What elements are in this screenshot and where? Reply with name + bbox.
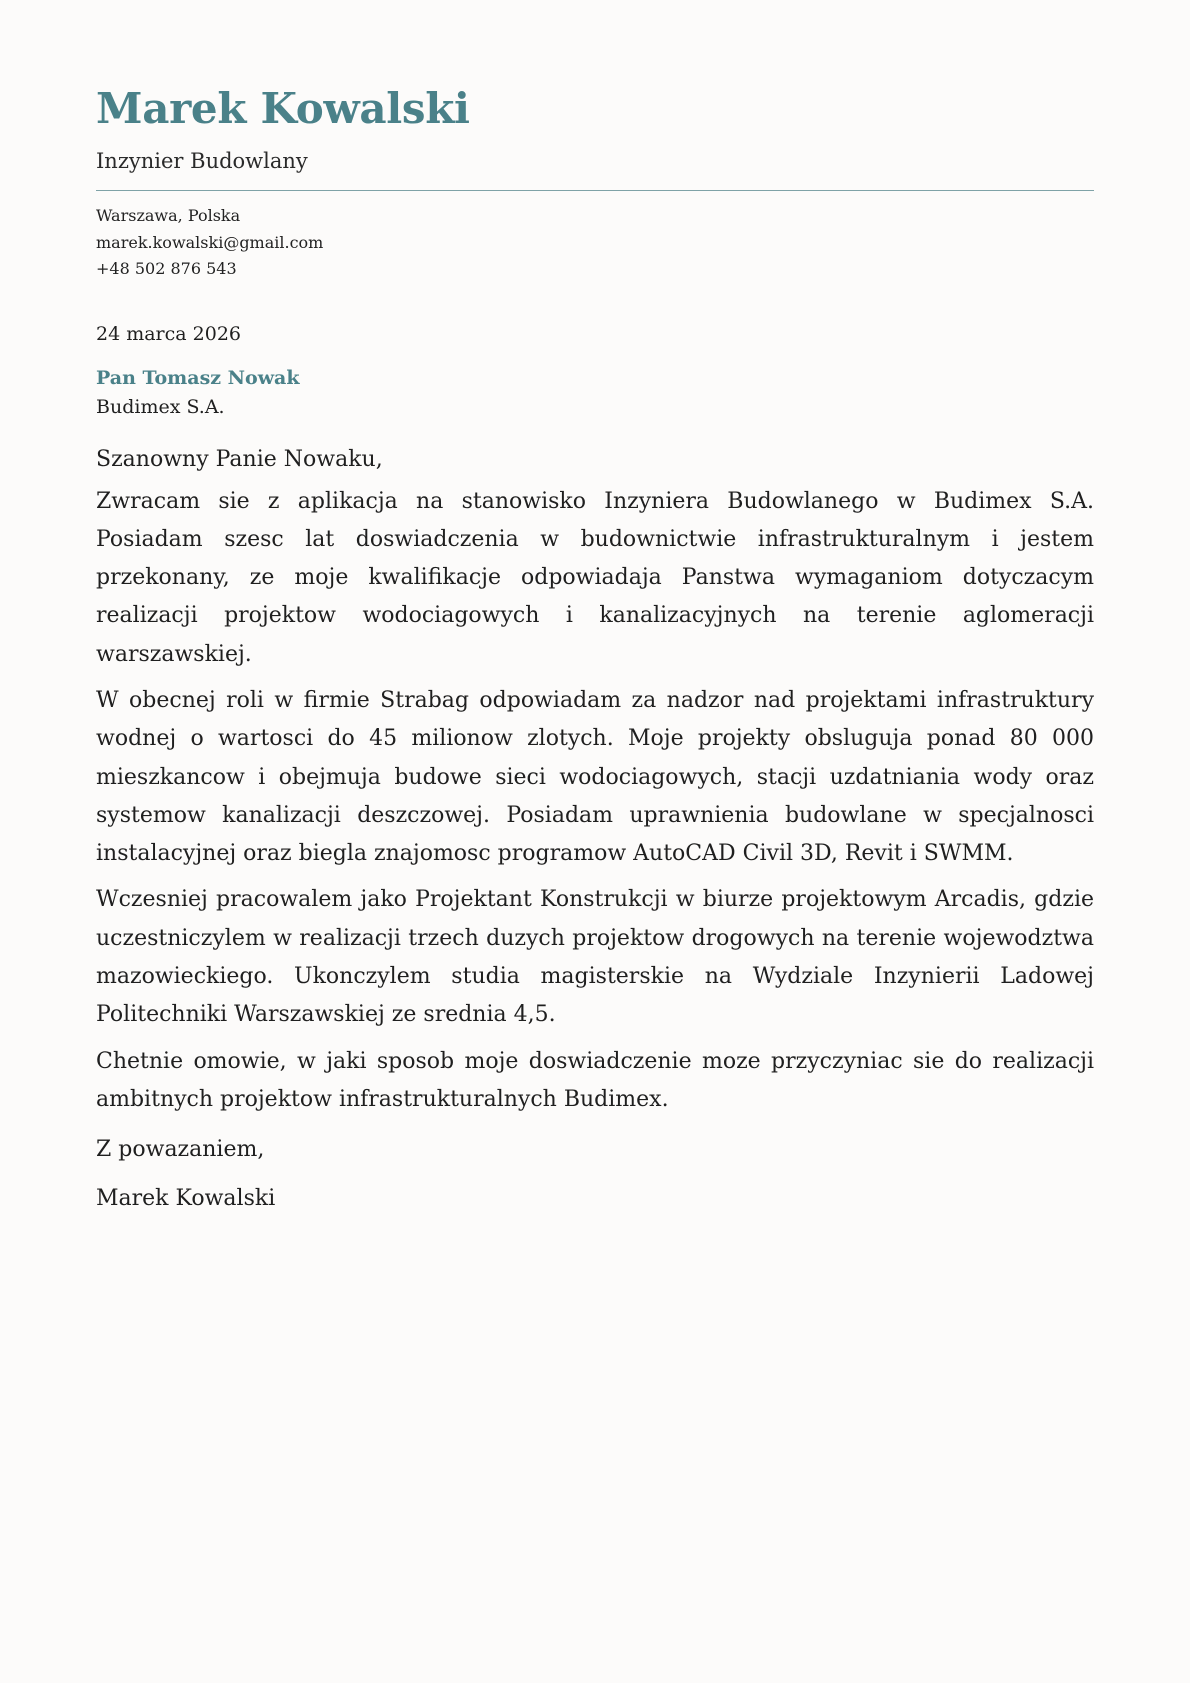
contact-block (96, 203, 1094, 283)
letter-body (96, 483, 1094, 1120)
sender-name: Marek Kowalski (96, 84, 470, 133)
recipient-block (96, 364, 1094, 422)
contact-email: marek.kowalski@gmail.com (96, 232, 324, 252)
salutation: Szanowny Panie Nowaku, (96, 446, 383, 472)
signature: Marek Kowalski (96, 1186, 276, 1212)
body-paragraph-2: W obecnej roli w firmie Strabag odpowiadam za nadzor nad projektami infrastruktury wodnej o wartosci do 45 milionow zlotych. Moje projekty obsluguja ponad 80 000 mieszkancow i obejmuja budowe sieci wodociagowych, stacji uzdatniania wody oraz systemow kanalizacji deszczowej. Posiadam uprawnienia budowlane w specjalnosci instalacyjnej oraz biegla znajomosc programow AutoCAD Civil 3D, Revit i SWMM. (96, 687, 1094, 867)
contact-location: Warszawa, Polska (96, 206, 241, 225)
closing: Z powazaniem, (96, 1137, 265, 1163)
sender-job-title: Inzynier Budowlany (96, 146, 1094, 191)
body-paragraph-1: Zwracam sie z aplikacja na stanowisko Inzyniera Budowlanego w Budimex S.A. Posiadam szesc lat doswiadczenia w budownictwie infrastrukturalnym i jestem przekonany, ze moje kwalifikacje odpowiadaja Panstwa wymaganiom dotyczacym realizacji projektow wodociagowych i kanalizacyjnych na terenie aglomeracji warszawskiej. (96, 488, 1094, 667)
contact-phone: +48 502 876 543 (96, 259, 237, 278)
letter-header (96, 78, 1094, 191)
recipient-name: Pan Tomasz Nowak (96, 366, 300, 389)
body-paragraph-3: Wczesniej pracowalem jako Projektant Konstrukcji w biurze projektowym Arcadis, gdzie uczestniczylem w realizacji trzech duzych projektow drogowych na terenie wojewodztwa mazowieckiego. Ukonczylem studia magisterskie na Wydziale Inzynierii Ladowej Politechniki Warszawskiej ze srednia 4,5. (96, 887, 1094, 1028)
recipient-company: Budimex S.A. (96, 395, 225, 418)
body-paragraph-4: Chetnie omowie, w jaki sposob moje doswiadczenie moze przyczyniac sie do realizacji ambitnych projektow infrastrukturalnych Budimex. (96, 1048, 1094, 1112)
letter-date: 24 marca 2026 (96, 322, 242, 345)
